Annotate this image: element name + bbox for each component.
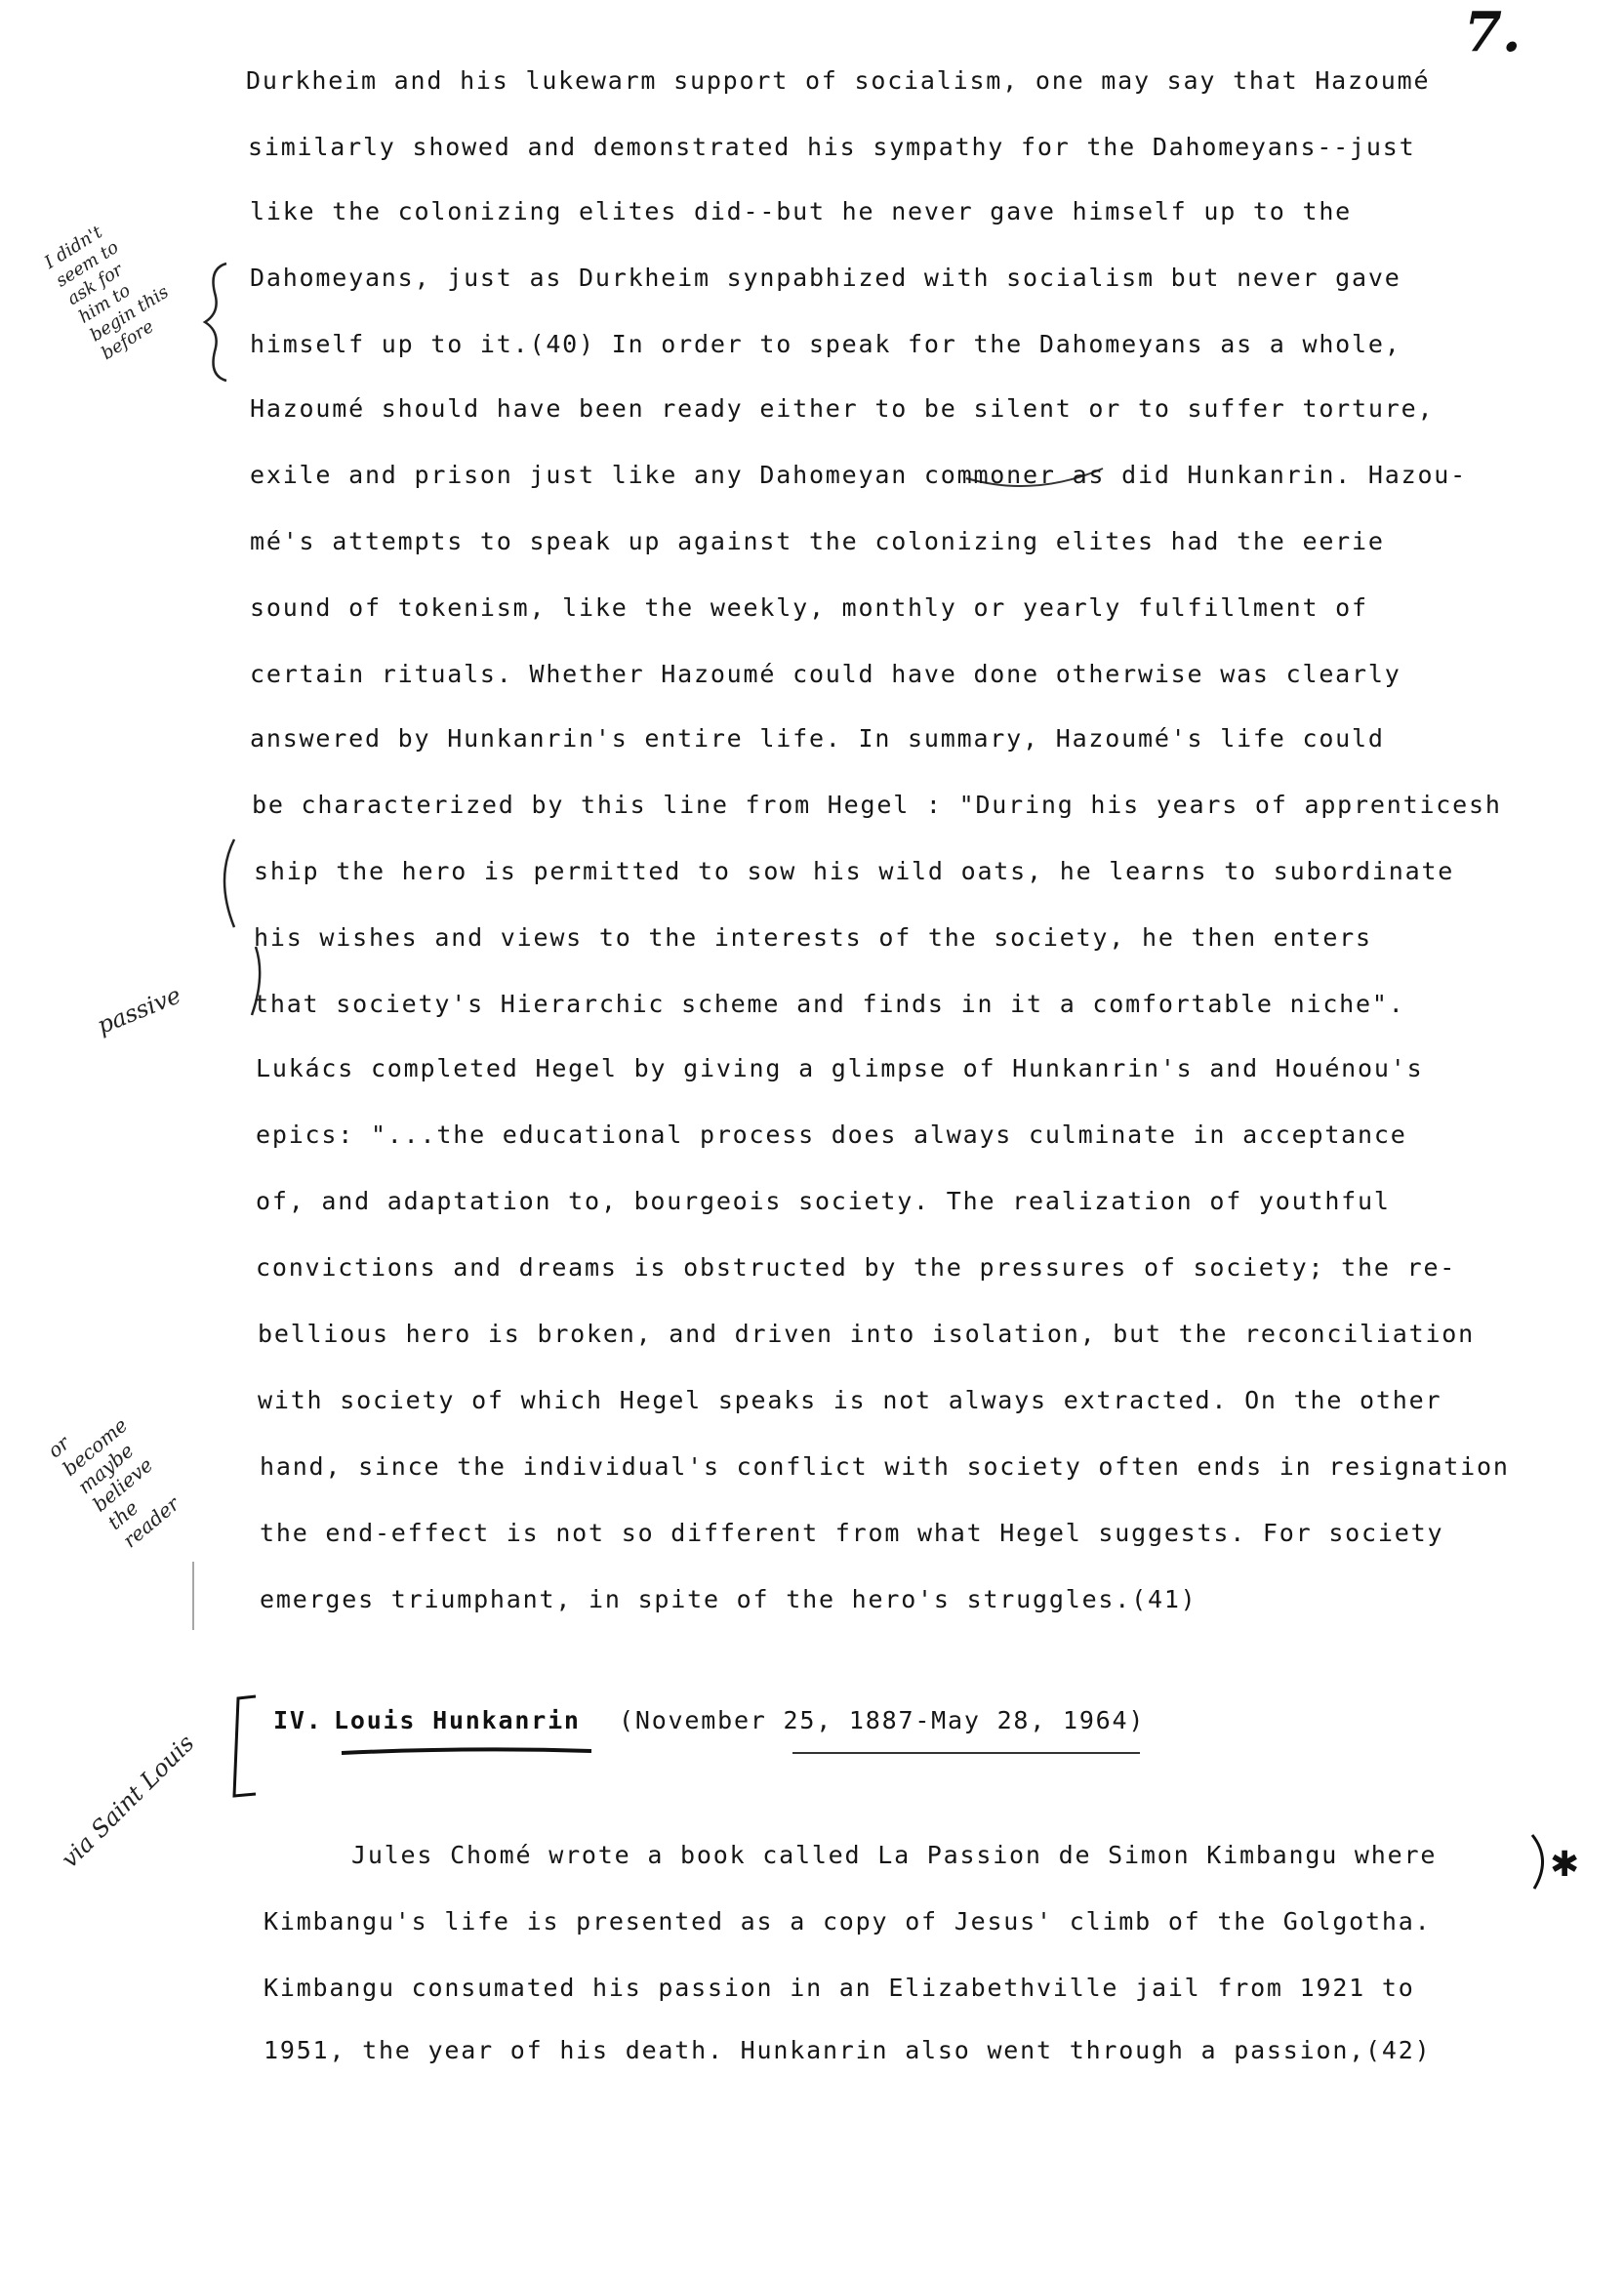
text-line: Durkheim and his lukewarm support of socialism, one may say that Hazoumé bbox=[246, 66, 1431, 95]
text-line: with society of which Hegel speaks is not always extracted. On the other bbox=[258, 1386, 1442, 1414]
text-line: of, and adaptation to, bourgeois society. The realization of youthful bbox=[256, 1187, 1391, 1215]
text-line: his wishes and views to the interests of the society, he then enters bbox=[254, 923, 1372, 952]
brace-mark bbox=[205, 264, 226, 381]
text-line: mé's attempts to speak up against the colonizing elites had the eerie bbox=[250, 527, 1385, 555]
margin-note-1: I didn't seem to ask for him to begin this before bbox=[41, 222, 173, 365]
text-line: Kimbangu's life is presented as a copy of Jesus' climb of the Golgotha. bbox=[264, 1907, 1432, 1936]
section-number: IV. bbox=[273, 1706, 323, 1734]
text-line: bellious hero is broken, and driven into isolation, but the reconciliation bbox=[258, 1320, 1475, 1348]
text-line: Kimbangu consumated his passion in an Elizabethville jail from 1921 to bbox=[264, 1974, 1415, 2002]
text-line: be characterized by this line from Hegel : "During his years of apprenticesh bbox=[252, 791, 1502, 819]
margin-note-3: or become maybe believe the reader bbox=[43, 1412, 184, 1553]
page-number: 7. bbox=[1464, 0, 1522, 64]
text-line: himself up to it.(40) In order to speak for the Dahomeyans as a whole, bbox=[250, 330, 1401, 358]
heading-bracket bbox=[234, 1696, 256, 1796]
text-line: Lukács completed Hegel by giving a glimpse of Hunkanrin's and Houénou's bbox=[256, 1054, 1424, 1082]
name-underline bbox=[342, 1749, 591, 1753]
text-line: convictions and dreams is obstructed by the pressures of society; the re- bbox=[256, 1253, 1457, 1282]
text-line: the end-effect is not so different from what Hegel suggests. For society bbox=[260, 1519, 1444, 1547]
text-line: 1951, the year of his death. Hunkanrin also went through a passion,(42) bbox=[264, 2036, 1432, 2064]
text-line: Hazoumé should have been ready either to be silent or to suffer torture, bbox=[250, 394, 1435, 423]
text-line: epics: "...the educational process does always culminate in acceptance bbox=[256, 1121, 1407, 1149]
text-line: similarly showed and demonstrated his sympathy for the Dahomeyans--just bbox=[248, 133, 1416, 161]
right-paren-mark bbox=[1532, 1835, 1543, 1889]
margin-note-4: via Saint Louis bbox=[56, 1729, 200, 1874]
text-line: emerges triumphant, in spite of the hero's struggles.(41) bbox=[260, 1585, 1198, 1613]
text-line: ship the hero is permitted to sow his wild oats, he learns to subordinate bbox=[254, 857, 1455, 885]
margin-note-2: passive bbox=[93, 981, 185, 1040]
paren-mark bbox=[224, 839, 234, 927]
text-line: sound of tokenism, like the weekly, monthly or yearly fulfillment of bbox=[250, 593, 1368, 622]
text-line: that society's Hierarchic scheme and finds in it a comfortable niche". bbox=[254, 990, 1405, 1018]
section-name: Louis Hunkanrin bbox=[334, 1706, 581, 1734]
text-line: certain rituals. Whether Hazoumé could have done otherwise was clearly bbox=[250, 660, 1401, 688]
text-line: exile and prison just like any Dahomeyan commoner as did Hunkanrin. Hazou- bbox=[250, 461, 1467, 489]
text-line: like the colonizing elites did--but he never gave himself up to the bbox=[250, 197, 1353, 225]
asterisk-mark: ✱ bbox=[1550, 1845, 1580, 1885]
text-line: hand, since the individual's conflict with society often ends in resignation bbox=[260, 1452, 1510, 1481]
text-line: Jules Chomé wrote a book called La Passion de Simon Kimbangu where bbox=[351, 1841, 1438, 1869]
text-line: answered by Hunkanrin's entire life. In summary, Hazoumé's life could bbox=[250, 724, 1385, 753]
text-line: Dahomeyans, just as Durkheim synpabhized with socialism but never gave bbox=[250, 264, 1401, 292]
section-dates: (November 25, 1887-May 28, 1964) bbox=[619, 1706, 1146, 1734]
